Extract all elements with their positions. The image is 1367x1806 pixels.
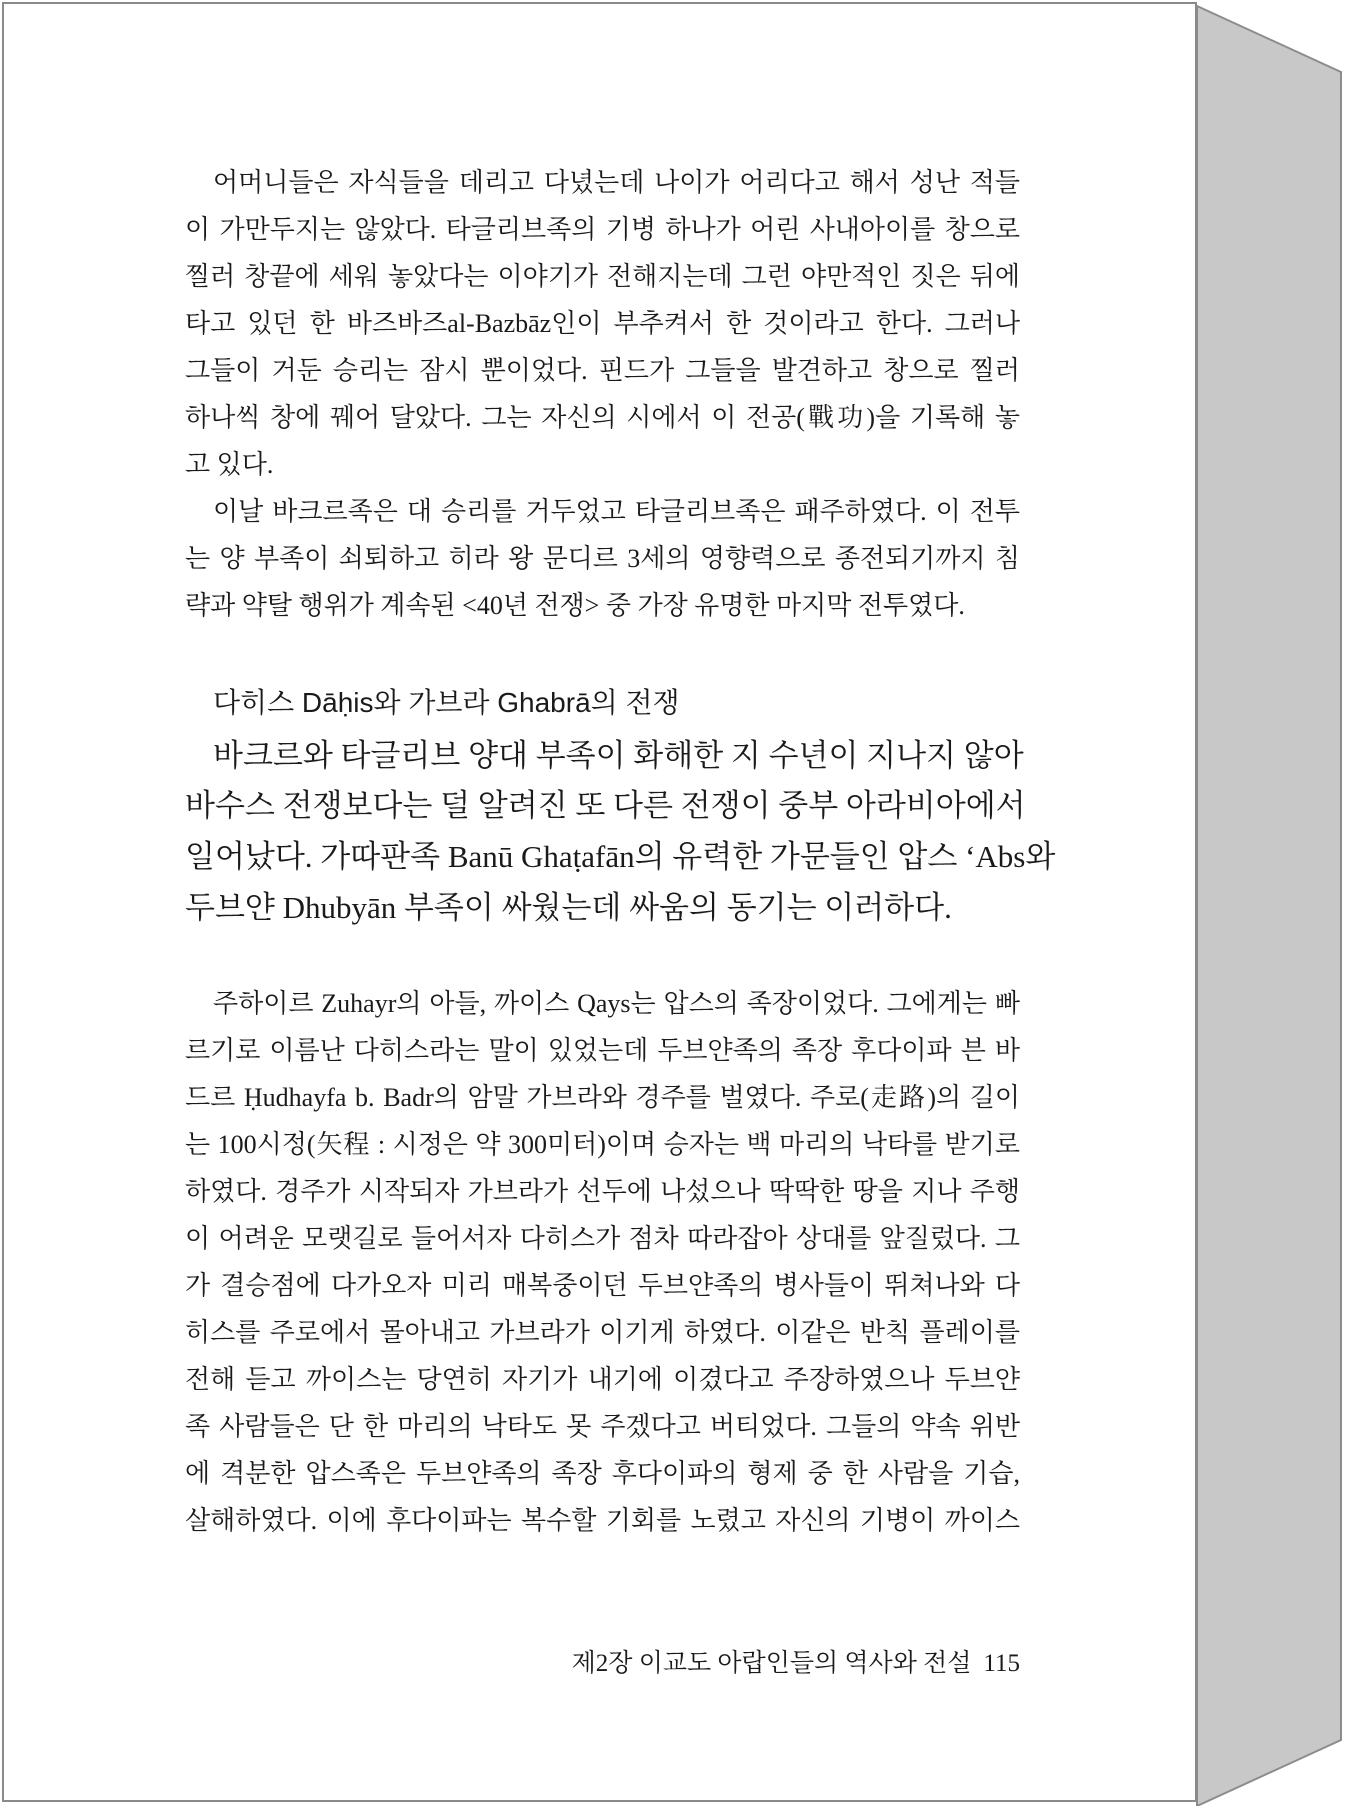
text-line: 전해 듣고 까이스는 당연히 자기가 내기에 이겼다고 주장하였으나 두브얀 (185, 1365, 1020, 1394)
text-line: 이날 바크르족은 대 승리를 거두었고 타글리브족은 패주하였다. 이 전투 (213, 497, 1020, 526)
text-line: 히스를 주로에서 몰아내고 가브라가 이기게 하였다. 이같은 반칙 플레이를 (185, 1318, 1020, 1347)
text-line: 략과 약탈 행위가 계속된 <40년 전쟁> 중 가장 유명한 마지막 전투였다. (185, 591, 965, 620)
text-line: 족 사람들은 단 한 마리의 낙타도 못 주겠다고 버티었다. 그들의 약속 위반 (185, 1412, 1020, 1441)
text-line: 드르 Ḥudhayfa b. Badr의 암말 가브라와 경주를 벌였다. 주로(走路)의 길이 (185, 1083, 1020, 1112)
text-line: 어머니들은 자식들을 데리고 다녔는데 나이가 어리다고 해서 성난 적들 (213, 168, 1020, 197)
text-line: 하나씩 창에 꿰어 달았다. 그는 자신의 시에서 이 전공(戰功)을 기록해 놓 (185, 403, 1020, 432)
text-line: 바크르와 타글리브 양대 부족이 화해한 지 수년이 지나지 않아 (213, 738, 1024, 773)
text-line: 두브얀 Dhubyān 부족이 싸웠는데 싸움의 동기는 이러하다. (185, 890, 952, 925)
section-heading: 다히스 Dāḥis와 가브라 Ghabrā의 전쟁 (213, 687, 680, 718)
text-line: 고 있다. (185, 450, 274, 479)
text-line: 하였다. 경주가 시작되자 가브라가 선두에 나섰으나 딱딱한 땅을 지나 주행 (185, 1177, 1020, 1206)
text-line: 찔러 창끝에 세워 놓았다는 이야기가 전해지는데 그런 야만적인 짓은 뒤에 (185, 262, 1020, 291)
text-line: 일어났다. 가따판족 Banū Ghaṭafān의 유력한 가문들인 압스 ʻAbs와 (185, 839, 1056, 874)
text-line: 바수스 전쟁보다는 덜 알려진 또 다른 전쟁이 중부 아라비아에서 (185, 788, 1026, 823)
text-line: 타고 있던 한 바즈바즈al-Bazbāz인이 부추켜서 한 것이라고 한다. 그러나 (185, 309, 1020, 338)
book-spine-face (1197, 6, 1341, 1806)
text-line: 이 어려운 모랫길로 들어서자 다히스가 점차 따라잡아 상대를 앞질렀다. 그 (185, 1224, 1020, 1253)
text-line: 주하이르 Zuhayr의 아들, 까이스 Qays는 압스의 족장이었다. 그에게는 빠 (213, 989, 1020, 1018)
text-line: 가 결승점에 다가오자 미리 매복중이던 두브얀족의 병사들이 뛰쳐나와 다 (185, 1271, 1020, 1300)
text-line: 에 격분한 압스족은 두브얀족의 족장 후다이파의 형제 중 한 사람을 기습, (185, 1459, 1020, 1488)
page-footer (572, 1648, 1020, 1680)
running-title: 제2장 이교도 아랍인들의 역사와 전설 (571, 1650, 972, 1677)
text-line: 는 양 부족이 쇠퇴하고 히라 왕 문디르 3세의 영향력으로 종전되기까지 침 (185, 544, 1020, 573)
text-line: 르기로 이름난 다히스라는 말이 있었는데 두브얀족의 족장 후다이파 븐 바 (185, 1036, 1020, 1065)
page-number: 115 (983, 1650, 1020, 1677)
text-line: 이 가만두지는 않았다. 타글리브족의 기병 하나가 어린 사내아이를 창으로 (185, 215, 1020, 244)
text-line: 그들이 거둔 승리는 잠시 뿐이었다. 핀드가 그들을 발견하고 창으로 찔러 (185, 356, 1020, 385)
text-line: 는 100시정(矢程 : 시정은 약 300미터)이며 승자는 백 마리의 낙타를 받기로 (185, 1130, 1020, 1159)
text-line: 살해하였다. 이에 후다이파는 복수할 기회를 노렸고 자신의 기병이 까이스 (185, 1506, 1020, 1535)
